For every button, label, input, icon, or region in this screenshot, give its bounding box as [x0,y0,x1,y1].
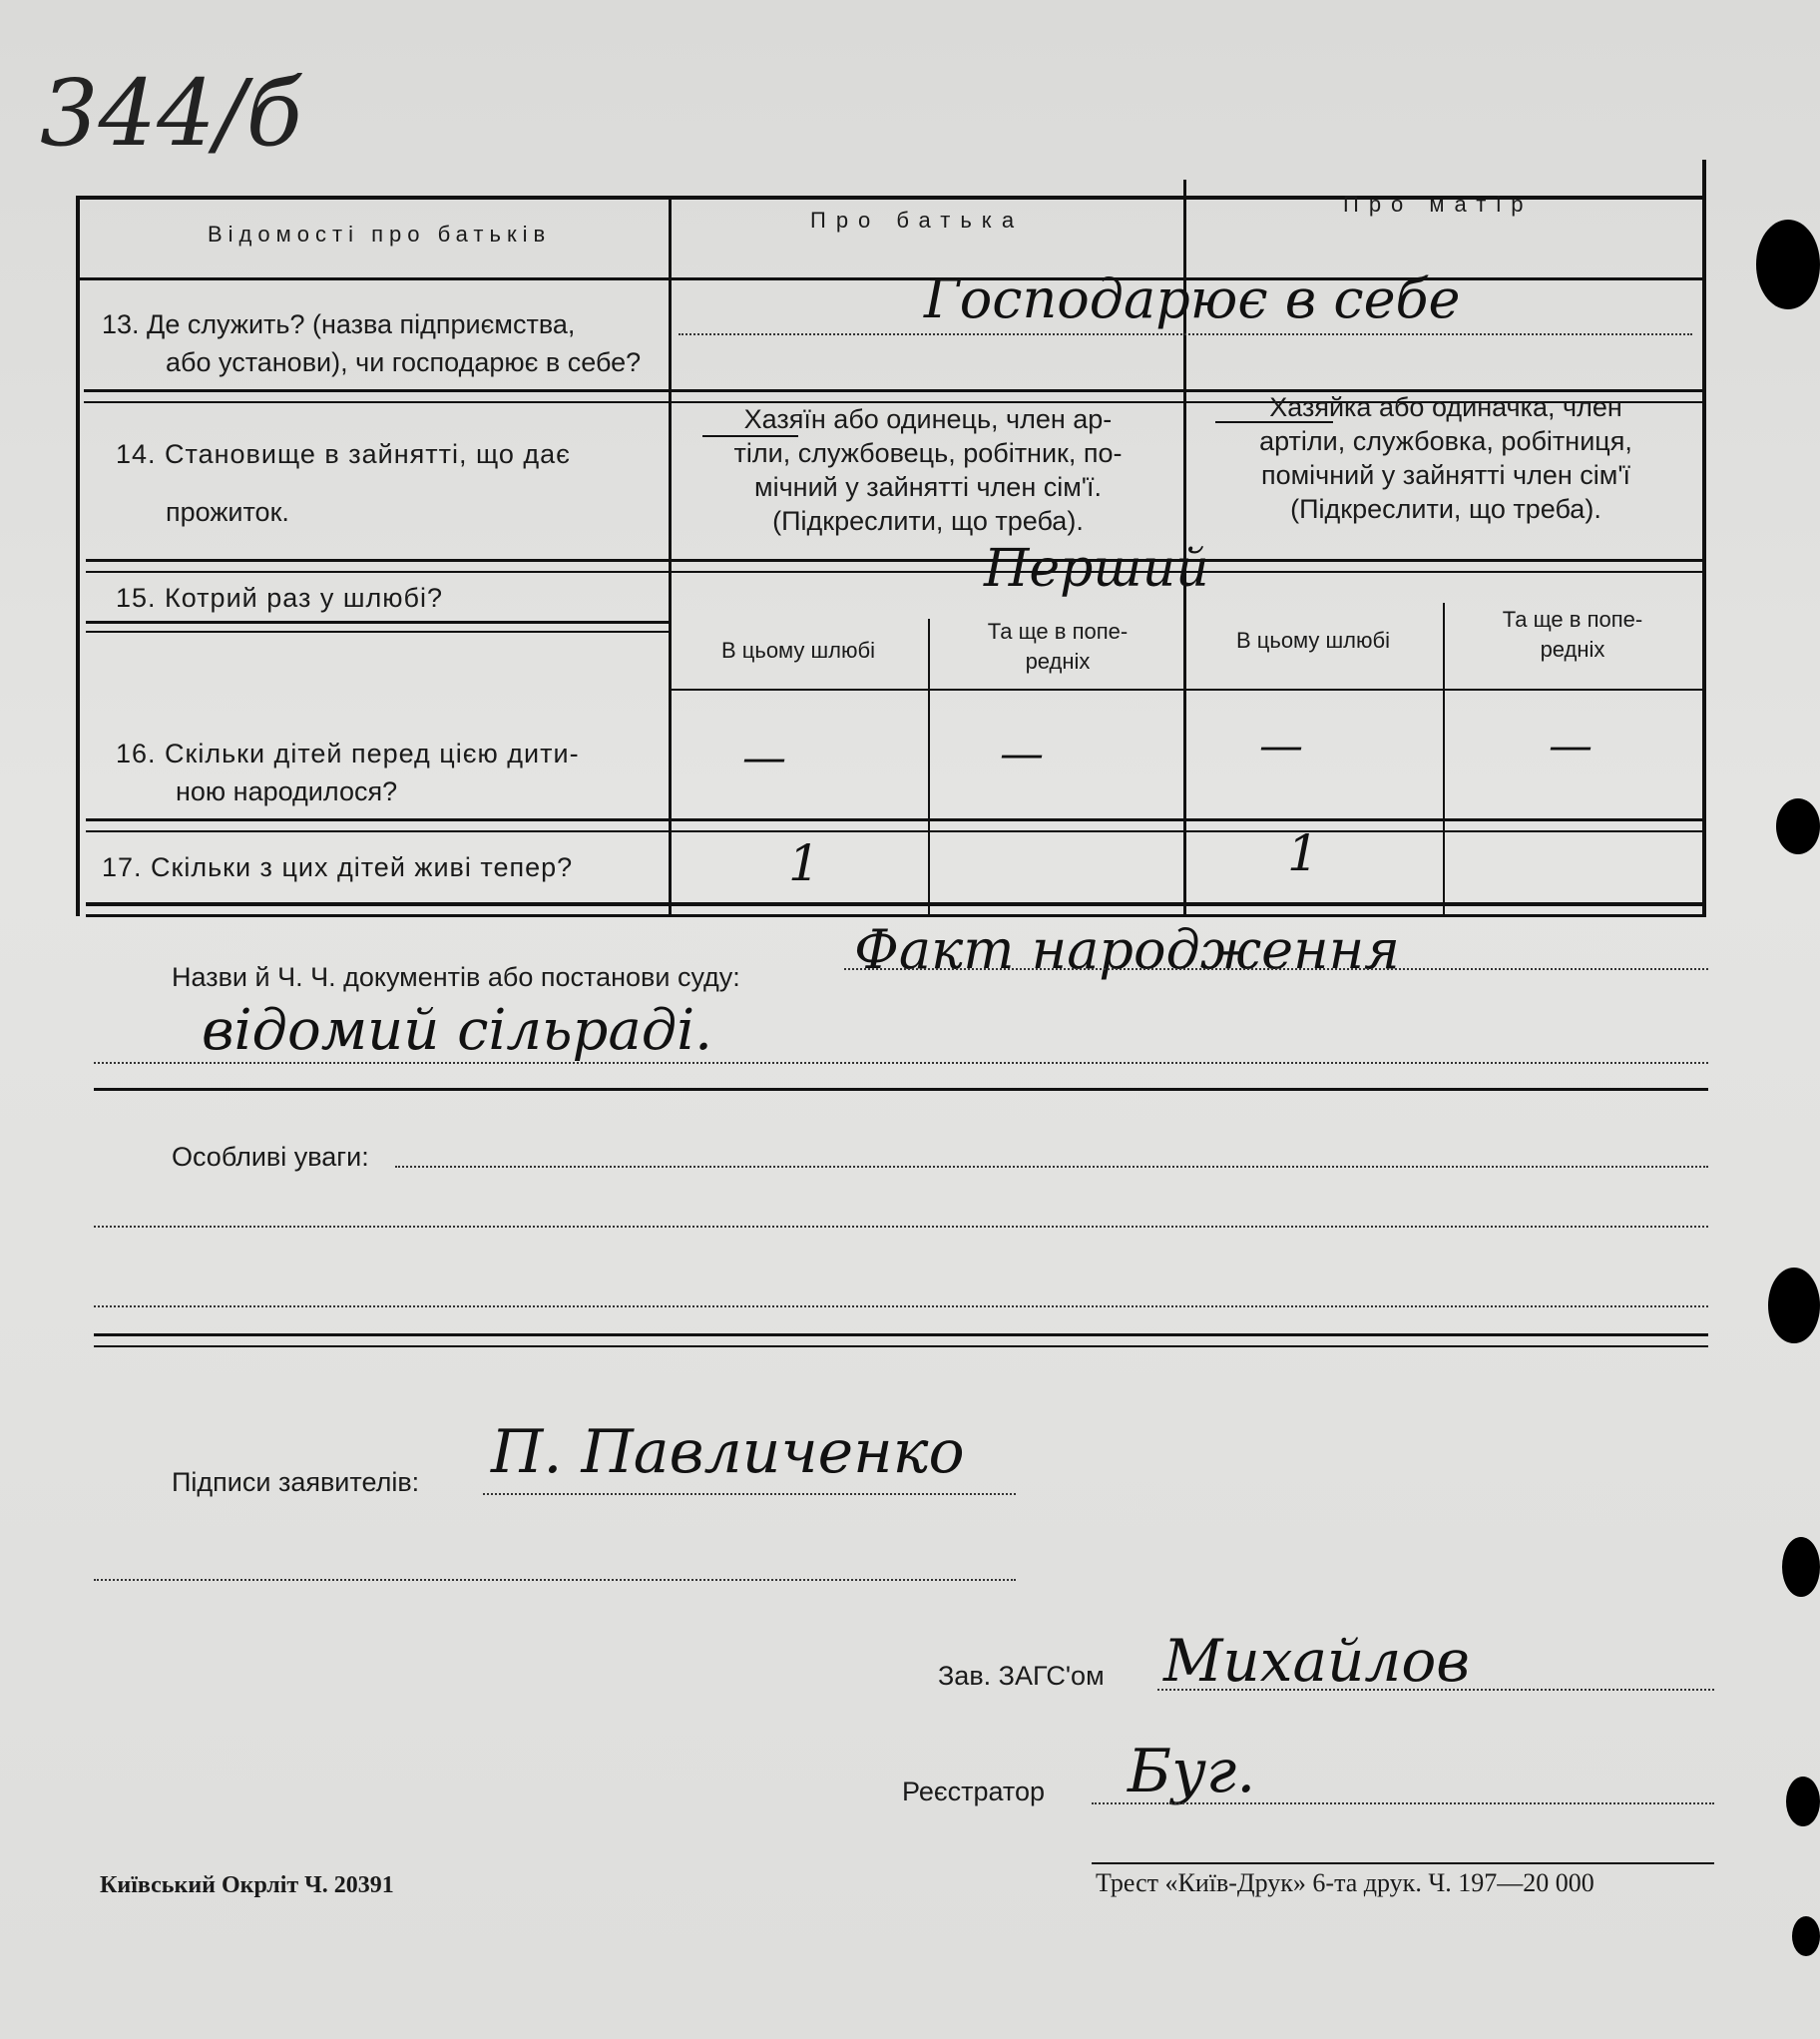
documents-bottom-rule [94,1088,1708,1091]
row15-answer: Перший [984,539,1209,599]
header-about-father: Про батька [810,208,1025,233]
row14-mother-line-2: артіли, службовка, робітниця, [1259,426,1632,456]
edge-damage-3 [1768,1268,1820,1343]
row17-father-this-value: 1 [788,834,820,892]
row14-label-1: 14. Становище в зайнятті, що дає [116,439,571,469]
remarks-bottom-rule-2 [94,1345,1708,1347]
documents-dotted-line-1 [844,968,1708,970]
remarks-dotted-line-2 [94,1226,1708,1228]
zags-head-dotted-line [1157,1689,1714,1691]
row17-mother-this-value: 1 [1287,824,1319,882]
table-left-border [76,196,80,916]
footer-left-imprint: Київський Окрліт Ч. 20391 [100,1872,394,1898]
remarks-dotted-line-3 [94,1305,1708,1307]
footer-rule [1092,1862,1714,1864]
row13-answer: Господарює в себе [924,267,1461,330]
applicants-label: Підписи заявителів: [172,1467,420,1497]
row16-mother-this-value: — [1259,721,1303,771]
row15-bottom-rule-2 [86,631,669,633]
archive-mark: 344/б [40,60,302,167]
header-parents-info: Відомості про батьків [208,222,552,247]
row16-sub-father-previous: Та ще в попе- редніх [987,619,1129,674]
row16-label-1: 16. Скільки дітей перед цією дити- [116,739,580,768]
row14-label-2: прожиток. [166,497,289,527]
row14-mother-underline [1215,421,1333,423]
row17-label: 17. Скільки з цих дітей живі тепер? [102,852,574,882]
row14-father-line-3: мічний у зайнятті член сім'ї. [754,472,1102,502]
remarks-dotted-line-1 [395,1166,1708,1168]
edge-damage-5 [1786,1777,1820,1826]
col-divider-father-sub [928,619,930,914]
row15-bottom-rule [86,621,669,624]
footer-right-imprint: Трест «Київ-Друк» 6-та друк. Ч. 197—20 000 [1096,1868,1594,1897]
table-right-border [1702,160,1706,914]
row14-father-underline [702,435,798,437]
row14-mother-line-4: (Підкреслити, що треба). [1290,494,1601,524]
documents-dotted-line-2 [94,1062,1708,1064]
row16-bottom-rule-2 [86,830,1702,832]
row14-father-line-4: (Підкреслити, що треба). [772,506,1084,536]
edge-damage-2 [1776,798,1820,854]
registrar-label: Реєстратор [902,1777,1046,1806]
row13-label-2: або установи), чи господарює в себе? [166,347,642,377]
row14-mother-line-3: помічний у зайнятті член сім'ї [1260,460,1631,490]
edge-damage-6 [1792,1916,1820,1956]
row17-bottom-rule [86,902,1706,906]
row13-label-1: 13. Де служить? (назва підприємства, [102,309,576,339]
remarks-bottom-rule [94,1333,1708,1336]
row13-answer-line [679,333,1692,335]
remarks-label: Особливі уваги: [172,1142,369,1172]
row16-bottom-rule [86,818,1702,821]
registrar-dotted-line [1092,1802,1714,1804]
row16-father-prev-value: — [1000,729,1044,779]
row16-sub-mother-previous: Та ще в попе- редніх [1502,607,1643,662]
table-bottom-border [86,914,1706,917]
zags-head-label: Зав. ЗАГС'ом [938,1661,1105,1691]
col-divider-mother-sub [1443,603,1445,914]
applicants-dotted-line-2 [94,1579,1016,1581]
applicants-dotted-line-1 [483,1493,1016,1495]
row14-father-line-1: Хазяїн або одинець, член ар- [743,404,1113,434]
row14-bottom-rule [86,559,1702,562]
row14-bottom-rule-2 [86,571,1702,573]
row15-label: 15. Котрий раз у шлюбі? [116,583,443,613]
zags-head-signature: Михайлов [1163,1627,1470,1695]
col-divider-1 [669,196,672,914]
edge-damage-1 [1756,220,1820,309]
header-about-mother: Про матір [1343,192,1534,217]
applicants-signature: П. Павличенко [491,1417,965,1487]
row14-father-line-2: тіли, службовець, робітник, по- [733,438,1123,468]
row16-father-this-value: — [742,733,786,783]
row16-mother-prev-value: — [1549,721,1592,771]
documents-label: Назви й Ч. Ч. документів або постанови суду: [172,962,740,992]
documents-line-2: відомий сільраді. [202,998,712,1063]
row16-sub-father-this-marriage: В цьому шлюбі [720,638,876,663]
row16-sub-mother-this-marriage: В цьому шлюбі [1235,628,1391,653]
edge-damage-4 [1782,1537,1820,1597]
row16-label-2: ною народилося? [176,776,398,806]
documents-line-1: Факт народження [854,918,1400,981]
row14-mother-line-1: Хазяйка або одиначка, член [1269,392,1622,422]
registrar-signature: Буг. [1128,1737,1256,1806]
